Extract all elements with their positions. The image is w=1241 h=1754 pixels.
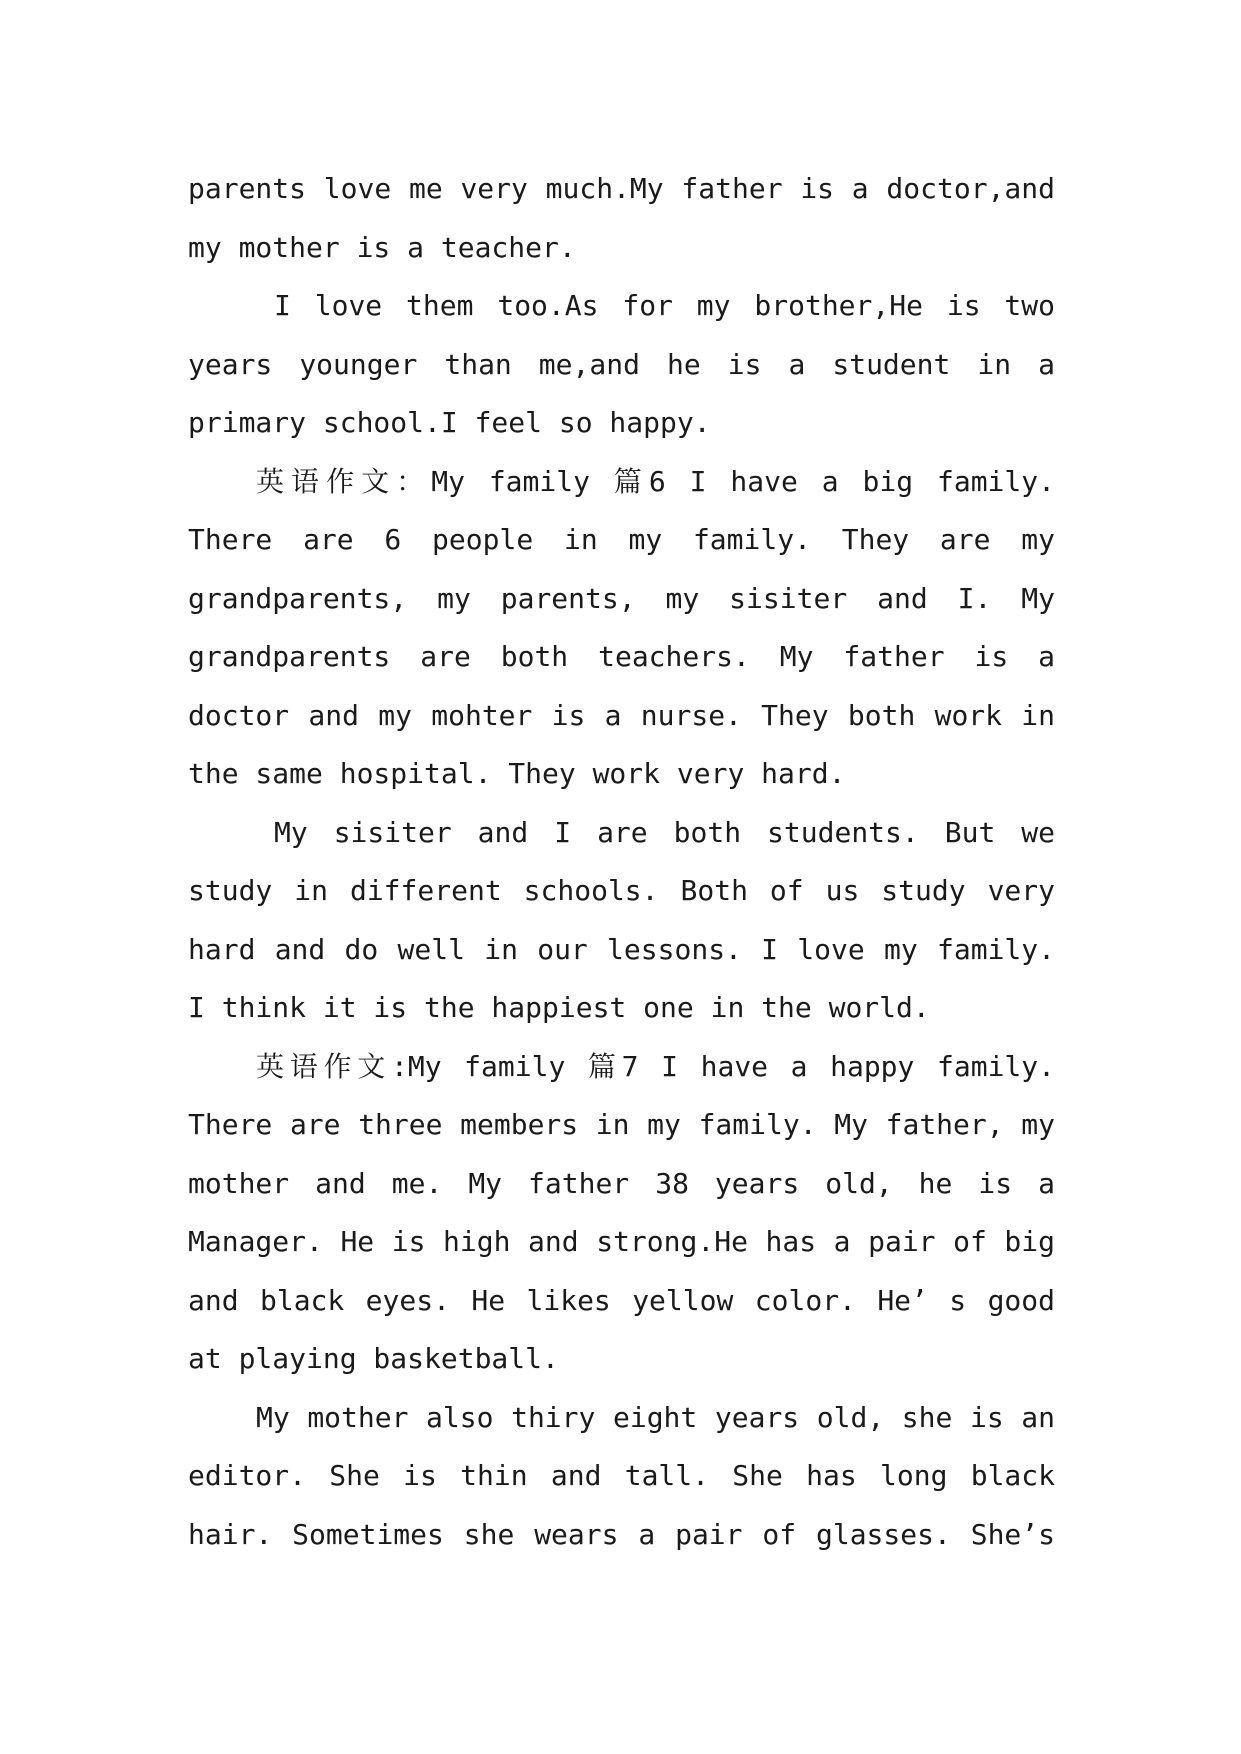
text-line: doctor and my mohter is a nurse. They both work in [188, 698, 1055, 732]
text-line: My sisiter and I are both students. But we [274, 815, 1055, 849]
text-line: I love them too.As for my brother,He is two [274, 289, 1055, 322]
section-heading-line: 英语作文:My family 篇7 I have a happy family. [256, 1049, 1055, 1083]
text-line: my mother is a teacher. [188, 230, 576, 264]
text-line: hair. Sometimes she wears a pair of glasses. She’s [188, 1517, 1055, 1551]
text-line: and black eyes. He likes yellow color. He’ s good [188, 1283, 1055, 1317]
text-line: grandparents are both teachers. My father is a [188, 640, 1055, 673]
section-heading-line: 英语作文：My family 篇6 I have a big family. [256, 464, 1055, 498]
text-line: at playing basketball. [188, 1342, 559, 1375]
text-line: I think it is the happiest one in the world. [188, 991, 930, 1024]
text-line: grandparents, my parents, my sisiter and I. My [188, 581, 1055, 615]
text-line: the same hospital. They work very hard. [188, 757, 846, 790]
text-line: study in different schools. Both of us study very [188, 874, 1055, 907]
text-line: primary school.I feel so happy. [188, 406, 711, 439]
text-line: There are 6 people in my family. They are my [188, 523, 1055, 556]
text-line: There are three members in my family. My father, my [188, 1108, 1055, 1141]
text-line: years younger than me,and he is a student in a [188, 347, 1055, 381]
text-line: editor. She is thin and tall. She has long black [188, 1459, 1055, 1492]
text-line: mother and me. My father 38 years old, he is a [188, 1166, 1055, 1200]
text-line: hard and do well in our lessons. I love my family. [188, 932, 1055, 966]
document-body [188, 160, 1055, 1564]
text-line: Manager. He is high and strong.He has a pair of big [188, 1225, 1055, 1258]
text-line: parents love me very much.My father is a doctor,and [188, 172, 1055, 205]
text-line: My mother also thiry eight years old, she is an [256, 1400, 1055, 1434]
